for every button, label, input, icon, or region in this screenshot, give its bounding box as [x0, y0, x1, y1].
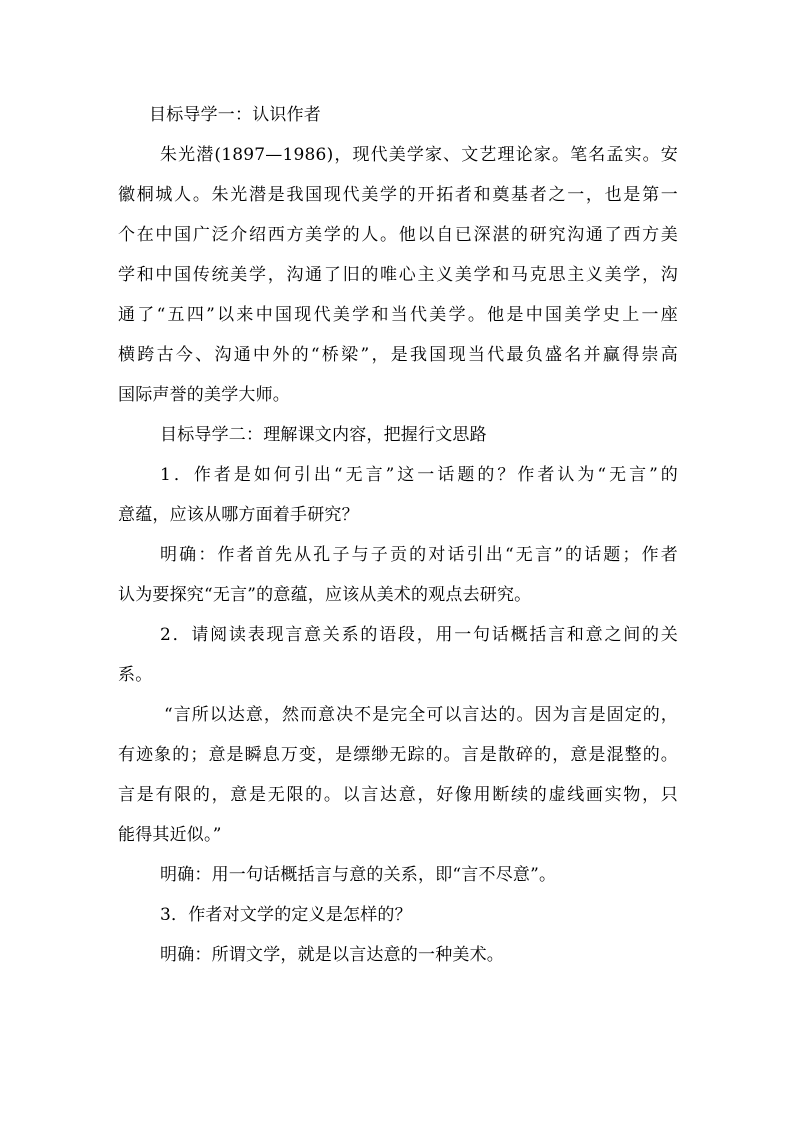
quote-line: “言所以达意，然而意决不是完全可以言达的。因为言是固定的， [164, 705, 678, 725]
answer-line: 认为要探究“无言”的意蕴，应该从美术的观点去研究。 [118, 585, 532, 605]
paragraph-line: 通了“五四”以来中国现代美学和当代美学。他是中国美学史上一座 [118, 305, 678, 325]
paragraph-line: 个在中国广泛介绍西方美学的人。他以自已深湛的研究沟通了西方美 [118, 225, 678, 245]
paragraph-line: 徽桐城人。朱光潜是我国现代美学的开拓者和奠基者之一，也是第一 [118, 185, 678, 205]
paragraph-line: 国际声誉的美学大师。 [118, 385, 290, 405]
question-line: 3．作者对文学的定义是怎样的？ [160, 905, 412, 925]
document-body [118, 95, 678, 975]
question-line: 系。 [118, 665, 153, 685]
quote-line: 言是有限的，意是无限的。以言达意，好像用断续的虚线画实物，只 [118, 785, 678, 805]
paragraph-line: 横跨古今、沟通中外的“桥梁”，是我国现当代最负盛名并赢得崇高 [118, 345, 678, 365]
question-line: 1．作者是如何引出“无言”这一话题的？作者认为“无言”的 [160, 465, 678, 485]
heading-goal-one: 目标导学一：认识作者 [149, 105, 321, 125]
answer-line: 明确：所谓文学，就是以言达意的一种美术。 [160, 945, 504, 965]
quote-line: 能得其近似。” [118, 825, 222, 845]
question-line: 2．请阅读表现言意关系的语段，用一句话概括言和意之间的关 [160, 625, 678, 645]
paragraph-line: 朱光潜(1897—1986)，现代美学家、文艺理论家。笔名孟实。安 [160, 145, 678, 165]
answer-line: 明确：用一句话概括言与意的关系，即“言不尽意”。 [160, 865, 557, 885]
heading-goal-two: 目标导学二：理解课文内容，把握行文思路 [160, 425, 487, 445]
paragraph-line: 学和中国传统美学，沟通了旧的唯心主义美学和马克思主义美学，沟 [118, 265, 678, 285]
quote-line: 有迹象的；意是瞬息万变，是缥缈无踪的。言是散碎的，意是混整的。 [118, 745, 678, 765]
answer-line: 明确：作者首先从孔子与子贡的对话引出“无言”的话题；作者 [160, 545, 678, 565]
question-line: 意蕴，应该从哪方面着手研究？ [118, 505, 359, 525]
